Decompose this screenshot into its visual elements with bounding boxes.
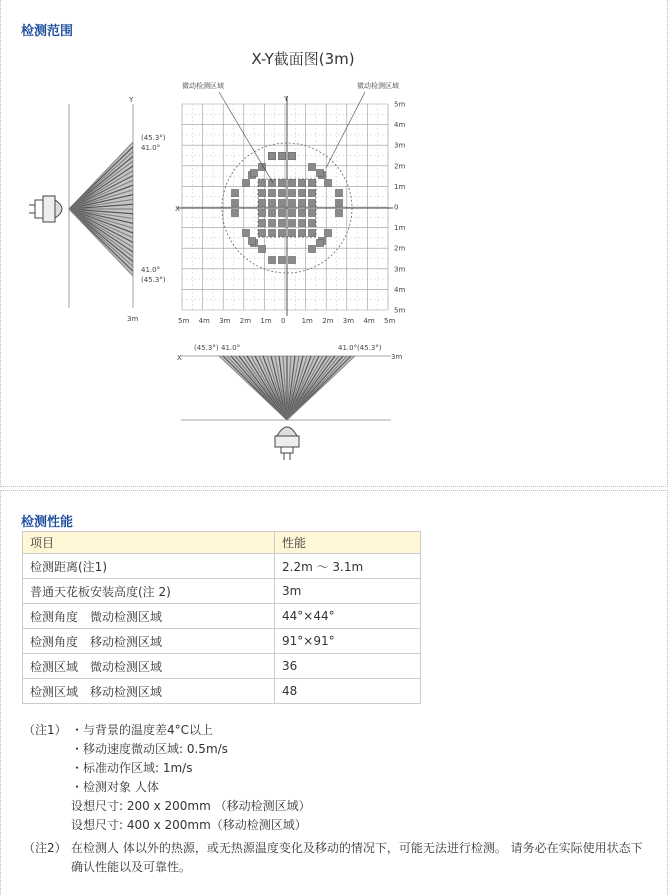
row-label: 检测角度 微动检测区域 <box>23 604 275 629</box>
bottom-left-410: 41.0° <box>221 344 241 352</box>
y-tick-label: 1m <box>394 224 406 233</box>
row-label: 普通天花板安装高度(注 2) <box>23 579 275 604</box>
note-1-line: ・移动速度微动区域: 0.5m/s <box>71 742 228 756</box>
bottom-axis-x: X <box>177 354 182 362</box>
y-tick-label: 4m <box>394 121 406 130</box>
x-tick-label: 2m <box>239 317 252 325</box>
table-row <box>23 629 421 654</box>
row-label: 检测距离(注1) <box>23 554 275 579</box>
performance-table <box>22 531 421 704</box>
row-label: 检测区域 微动检测区域 <box>23 654 275 679</box>
sensor-side-icon <box>29 196 62 222</box>
y-tick-label: 3m <box>394 141 406 150</box>
header-item: 项目 <box>23 532 275 554</box>
note-1-line: ・与背景的温度差4°C以上 <box>71 723 214 737</box>
bottom-detection-fan <box>219 356 355 420</box>
bottom-right-453: (45.3°) <box>357 344 382 352</box>
sensor-bottom-icon <box>275 427 299 460</box>
micro-label-right: 微动检测区域 <box>357 82 399 90</box>
y-tick-label: 0 <box>394 203 399 212</box>
x-tick-label: 4m <box>363 317 375 325</box>
table-row <box>23 554 421 579</box>
detection-performance-section <box>0 490 668 895</box>
x-tick-label: 1m <box>301 317 313 325</box>
row-value: 36 <box>275 654 421 679</box>
detection-diagram <box>1 0 667 486</box>
side-view-diagram <box>29 96 166 323</box>
y-tick-label: 5m <box>394 306 406 315</box>
side-angle-453-top: (45.3°) <box>141 134 166 142</box>
x-tick-label: 4m <box>198 317 210 325</box>
xy-grid-diagram <box>175 81 405 325</box>
bottom-right-410: 41.0° <box>338 344 358 352</box>
note-2-text: 在检测人 体以外的热源，或无热源温度变化及移动的情况下，可能无法进行检测。 请务必在实际使用状态下确认性能以及可靠性。 <box>71 841 643 874</box>
note-1-label: （注1） <box>23 723 67 737</box>
side-angle-410-top: 41.0° <box>141 144 161 152</box>
header-performance: 性能 <box>275 532 421 554</box>
note-1-size: 设想尺寸: 400 x 200mm（移动检测区域） <box>71 818 307 832</box>
y-tick-label: 4m <box>394 285 406 294</box>
row-label: 检测角度 移动检测区域 <box>23 629 275 654</box>
bottom-distance-label: 3m <box>391 353 403 361</box>
table-row <box>23 654 421 679</box>
section-title-performance: 检测性能 <box>21 515 74 530</box>
note-1-line: ・标准动作区域: 1m/s <box>71 761 193 775</box>
row-value: 44°×44° <box>275 604 421 629</box>
bottom-left-453: (45.3°) <box>194 344 219 352</box>
grid-axis-y: Y <box>284 95 289 103</box>
side-distance-label: 3m <box>127 315 139 323</box>
notes <box>23 721 651 877</box>
note-2 <box>23 839 651 877</box>
note-1-size: 设想尺寸: 200 x 200mm （移动检测区域） <box>71 799 311 813</box>
x-tick-label: 3m <box>219 317 231 325</box>
side-angle-410-bottom: 41.0° <box>141 266 161 274</box>
row-value: 3m <box>275 579 421 604</box>
bottom-view-diagram <box>177 344 402 460</box>
y-tick-label: 3m <box>394 265 406 274</box>
x-tick-label: 5m <box>384 317 396 325</box>
side-detection-fan <box>69 142 133 276</box>
table-header-row <box>23 532 421 554</box>
row-value: 91°×91° <box>275 629 421 654</box>
micro-label-left: 微动检测区域 <box>182 82 224 90</box>
figure-title: X-Y截面图(3m) <box>251 50 355 68</box>
side-angle-453-bottom: (45.3°) <box>141 276 166 284</box>
section-title-detection-range: 检测范围 <box>21 24 74 39</box>
side-axis-y: Y <box>129 96 134 104</box>
row-value: 2.2m ～ 3.1m <box>275 554 421 579</box>
note-1-line: ・检测对象 人体 <box>71 780 159 794</box>
table-row <box>23 679 421 704</box>
y-tick-label: 2m <box>394 162 406 171</box>
note-2-label: （注2） <box>23 841 67 855</box>
row-label: 检测区域 移动检测区域 <box>23 679 275 704</box>
x-tick-label: 1m <box>260 317 272 325</box>
y-tick-label: 1m <box>394 182 406 191</box>
y-tick-label: 5m <box>394 100 406 109</box>
row-value: 48 <box>275 679 421 704</box>
note-1 <box>23 721 651 797</box>
x-tick-label: 0 <box>281 317 286 325</box>
x-tick-label: 2m <box>322 317 334 325</box>
table-row <box>23 579 421 604</box>
x-tick-label: 3m <box>342 317 355 325</box>
y-tick-label: 2m <box>394 244 406 253</box>
x-tick-label: 5m <box>178 317 190 325</box>
table-row <box>23 604 421 629</box>
grid-axis-x: X <box>175 205 180 213</box>
